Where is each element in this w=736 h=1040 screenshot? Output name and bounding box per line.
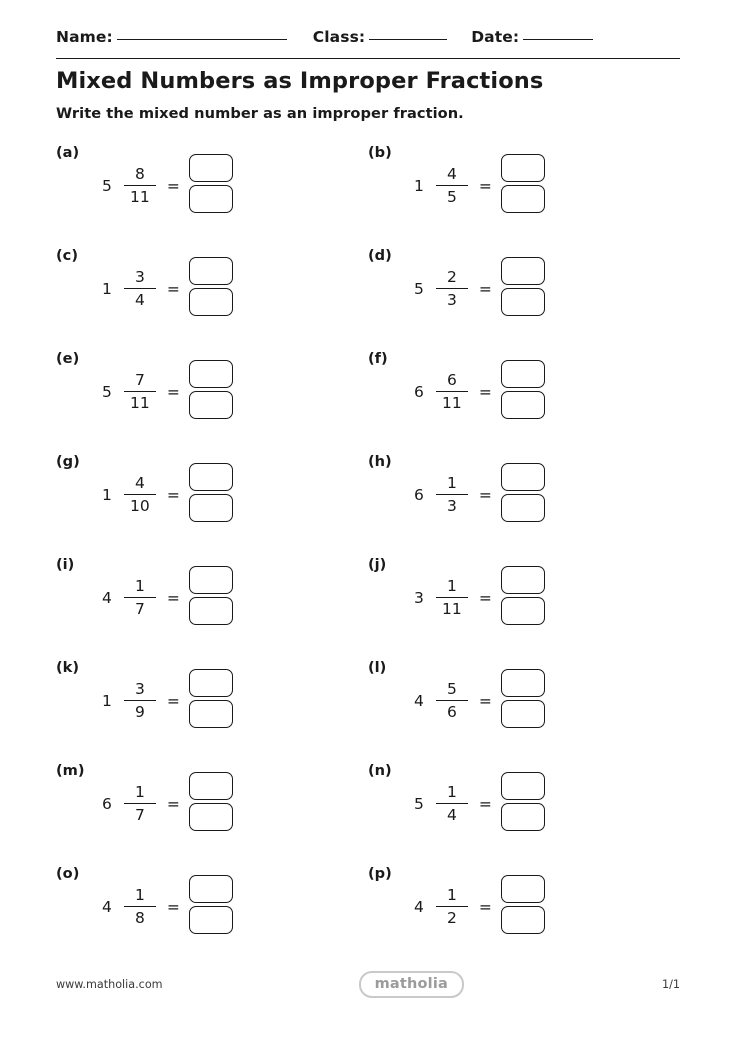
answer-denominator-box[interactable] <box>501 803 545 831</box>
problem-item <box>368 861 680 964</box>
fraction-bar <box>436 906 468 907</box>
answer-numerator-box[interactable] <box>189 875 233 903</box>
problem-tag: (i) <box>56 556 75 573</box>
answer-denominator-box[interactable] <box>501 906 545 934</box>
problem-item <box>56 140 368 243</box>
date-write-line[interactable] <box>523 39 593 40</box>
answer-fraction <box>189 566 233 625</box>
answer-denominator-box[interactable] <box>189 288 233 316</box>
mixed-number-expression <box>414 673 545 728</box>
whole-number: 5 <box>414 794 424 813</box>
fraction-bar <box>124 597 156 598</box>
header-divider <box>56 58 680 59</box>
name-field[interactable] <box>56 28 287 46</box>
date-field[interactable] <box>471 28 593 46</box>
problem-tag: (j) <box>368 556 387 573</box>
equals-sign: = <box>478 279 492 298</box>
problem-item <box>368 243 680 346</box>
whole-number: 4 <box>414 691 424 710</box>
problem-item <box>368 140 680 243</box>
whole-number: 1 <box>414 176 424 195</box>
equals-sign: = <box>478 382 492 401</box>
answer-numerator-box[interactable] <box>501 875 545 903</box>
numerator: 1 <box>446 885 457 904</box>
fraction <box>123 680 157 722</box>
numerator: 4 <box>446 164 457 183</box>
fraction <box>435 680 469 722</box>
problem-item <box>56 449 368 552</box>
matholia-logo: matholia <box>359 971 464 998</box>
denominator: 10 <box>130 497 150 515</box>
class-write-line[interactable] <box>369 39 447 40</box>
equals-sign: = <box>166 588 180 607</box>
mixed-number-expression <box>414 570 545 625</box>
problem-item <box>56 552 368 655</box>
equals-sign: = <box>478 691 492 710</box>
fraction <box>123 886 157 928</box>
fraction-bar <box>124 391 156 392</box>
answer-denominator-box[interactable] <box>189 700 233 728</box>
mixed-number-expression <box>102 467 233 522</box>
numerator: 4 <box>134 473 145 492</box>
fraction <box>435 165 469 207</box>
fraction <box>435 474 469 516</box>
mixed-number-expression <box>414 879 545 934</box>
mixed-number-expression <box>414 364 545 419</box>
fraction-bar <box>124 803 156 804</box>
fraction <box>435 268 469 310</box>
problem-tag: (e) <box>56 350 80 367</box>
problem-tag: (c) <box>56 247 78 264</box>
website-url[interactable]: www.matholia.com <box>56 978 163 991</box>
answer-denominator-box[interactable] <box>189 803 233 831</box>
fraction <box>435 783 469 825</box>
answer-denominator-box[interactable] <box>189 597 233 625</box>
whole-number: 5 <box>102 382 112 401</box>
mixed-number-expression <box>102 879 233 934</box>
fraction <box>123 371 157 413</box>
fraction-bar <box>436 700 468 701</box>
answer-fraction <box>501 566 545 625</box>
answer-numerator-box[interactable] <box>501 257 545 285</box>
problem-tag: (f) <box>368 350 388 367</box>
fraction-bar <box>436 185 468 186</box>
answer-fraction <box>501 360 545 419</box>
answer-numerator-box[interactable] <box>189 669 233 697</box>
mixed-number-expression <box>102 261 233 316</box>
problem-tag: (k) <box>56 659 80 676</box>
fraction <box>435 577 469 619</box>
answer-denominator-box[interactable] <box>501 494 545 522</box>
fraction-bar <box>436 597 468 598</box>
whole-number: 4 <box>102 897 112 916</box>
denominator: 9 <box>134 703 145 721</box>
whole-number: 6 <box>102 794 112 813</box>
denominator: 4 <box>134 291 145 309</box>
whole-number: 1 <box>102 691 112 710</box>
equals-sign: = <box>166 176 180 195</box>
fraction-bar <box>124 185 156 186</box>
whole-number: 3 <box>414 588 424 607</box>
numerator: 1 <box>134 576 145 595</box>
whole-number: 1 <box>102 485 112 504</box>
fraction <box>123 474 157 516</box>
answer-numerator-box[interactable] <box>501 463 545 491</box>
equals-sign: = <box>478 485 492 504</box>
answer-fraction <box>501 154 545 213</box>
problem-item <box>56 243 368 346</box>
fraction <box>435 886 469 928</box>
numerator: 5 <box>446 679 457 698</box>
answer-fraction <box>189 463 233 522</box>
answer-numerator-box[interactable] <box>501 772 545 800</box>
answer-fraction <box>501 875 545 934</box>
problem-tag: (m) <box>56 762 85 779</box>
answer-denominator-box[interactable] <box>189 185 233 213</box>
problem-grid <box>56 140 680 964</box>
page-title: Mixed Numbers as Improper Fractions <box>56 68 544 94</box>
denominator: 11 <box>130 188 150 206</box>
whole-number: 5 <box>414 279 424 298</box>
problem-tag: (l) <box>368 659 387 676</box>
answer-numerator-box[interactable] <box>501 154 545 182</box>
fraction <box>123 577 157 619</box>
answer-fraction <box>189 257 233 316</box>
equals-sign: = <box>478 794 492 813</box>
answer-denominator-box[interactable] <box>501 597 545 625</box>
answer-denominator-box[interactable] <box>501 185 545 213</box>
denominator: 8 <box>134 909 145 927</box>
whole-number: 6 <box>414 485 424 504</box>
mixed-number-expression <box>102 673 233 728</box>
problem-item <box>56 346 368 449</box>
denominator: 3 <box>446 291 457 309</box>
answer-numerator-box[interactable] <box>501 669 545 697</box>
numerator: 2 <box>446 267 457 286</box>
answer-fraction <box>501 463 545 522</box>
whole-number: 1 <box>102 279 112 298</box>
denominator: 4 <box>446 806 457 824</box>
numerator: 1 <box>446 473 457 492</box>
numerator: 1 <box>134 782 145 801</box>
answer-fraction <box>189 360 233 419</box>
problem-item <box>368 552 680 655</box>
answer-numerator-box[interactable] <box>189 154 233 182</box>
equals-sign: = <box>478 176 492 195</box>
denominator: 11 <box>442 600 462 618</box>
whole-number: 4 <box>102 588 112 607</box>
denominator: 7 <box>134 806 145 824</box>
page-number: 1/1 <box>661 978 680 991</box>
denominator: 11 <box>442 394 462 412</box>
answer-fraction <box>501 669 545 728</box>
answer-fraction <box>189 669 233 728</box>
answer-fraction <box>189 772 233 831</box>
equals-sign: = <box>166 897 180 916</box>
answer-numerator-box[interactable] <box>501 360 545 388</box>
numerator: 1 <box>446 576 457 595</box>
fraction-bar <box>124 494 156 495</box>
answer-denominator-box[interactable] <box>501 288 545 316</box>
answer-numerator-box[interactable] <box>189 360 233 388</box>
problem-item <box>368 758 680 861</box>
mixed-number-expression <box>414 158 545 213</box>
mixed-number-expression <box>102 364 233 419</box>
problem-tag: (p) <box>368 865 392 882</box>
answer-fraction <box>501 257 545 316</box>
problem-item <box>56 655 368 758</box>
name-label: Name: <box>56 28 113 46</box>
worksheet-header <box>56 28 680 46</box>
mixed-number-expression <box>102 776 233 831</box>
whole-number: 4 <box>414 897 424 916</box>
fraction-bar <box>124 906 156 907</box>
numerator: 3 <box>134 679 145 698</box>
answer-fraction <box>501 772 545 831</box>
answer-denominator-box[interactable] <box>189 494 233 522</box>
answer-fraction <box>189 875 233 934</box>
class-field[interactable] <box>313 28 447 46</box>
denominator: 7 <box>134 600 145 618</box>
mixed-number-expression <box>414 261 545 316</box>
answer-numerator-box[interactable] <box>189 772 233 800</box>
denominator: 3 <box>446 497 457 515</box>
problem-item <box>56 861 368 964</box>
answer-numerator-box[interactable] <box>189 566 233 594</box>
class-label: Class: <box>312 28 366 46</box>
denominator: 6 <box>446 703 457 721</box>
fraction-bar <box>124 288 156 289</box>
denominator: 2 <box>446 909 457 927</box>
problem-item <box>368 655 680 758</box>
fraction <box>123 783 157 825</box>
fraction-bar <box>436 494 468 495</box>
fraction-bar <box>436 803 468 804</box>
instructions: Write the mixed number as an improper fraction. <box>56 105 464 122</box>
problem-tag: (n) <box>368 762 392 779</box>
equals-sign: = <box>166 691 180 710</box>
equals-sign: = <box>166 279 180 298</box>
date-label: Date: <box>471 28 520 46</box>
problem-item <box>368 449 680 552</box>
equals-sign: = <box>166 485 180 504</box>
answer-denominator-box[interactable] <box>189 906 233 934</box>
mixed-number-expression <box>102 570 233 625</box>
answer-numerator-box[interactable] <box>189 257 233 285</box>
problem-tag: (o) <box>56 865 80 882</box>
fraction-bar <box>124 700 156 701</box>
equals-sign: = <box>166 382 180 401</box>
numerator: 3 <box>134 267 145 286</box>
numerator: 1 <box>134 885 145 904</box>
numerator: 6 <box>446 370 457 389</box>
denominator: 11 <box>130 394 150 412</box>
numerator: 7 <box>134 370 145 389</box>
answer-numerator-box[interactable] <box>189 463 233 491</box>
fraction <box>123 165 157 207</box>
equals-sign: = <box>166 794 180 813</box>
whole-number: 5 <box>102 176 112 195</box>
problem-item <box>368 346 680 449</box>
equals-sign: = <box>478 588 492 607</box>
numerator: 1 <box>446 782 457 801</box>
answer-numerator-box[interactable] <box>501 566 545 594</box>
worksheet-footer <box>56 971 680 998</box>
equals-sign: = <box>478 897 492 916</box>
answer-denominator-box[interactable] <box>189 391 233 419</box>
answer-denominator-box[interactable] <box>501 391 545 419</box>
answer-denominator-box[interactable] <box>501 700 545 728</box>
problem-tag: (g) <box>56 453 80 470</box>
name-write-line[interactable] <box>117 39 287 40</box>
fraction-bar <box>436 391 468 392</box>
mixed-number-expression <box>414 776 545 831</box>
mixed-number-expression <box>414 467 545 522</box>
denominator: 5 <box>446 188 457 206</box>
fraction <box>435 371 469 413</box>
problem-tag: (b) <box>368 144 392 161</box>
problem-tag: (h) <box>368 453 392 470</box>
fraction <box>123 268 157 310</box>
answer-fraction <box>189 154 233 213</box>
problem-tag: (d) <box>368 247 392 264</box>
problem-tag: (a) <box>56 144 80 161</box>
mixed-number-expression <box>102 158 233 213</box>
problem-item <box>56 758 368 861</box>
fraction-bar <box>436 288 468 289</box>
numerator: 8 <box>134 164 145 183</box>
whole-number: 6 <box>414 382 424 401</box>
